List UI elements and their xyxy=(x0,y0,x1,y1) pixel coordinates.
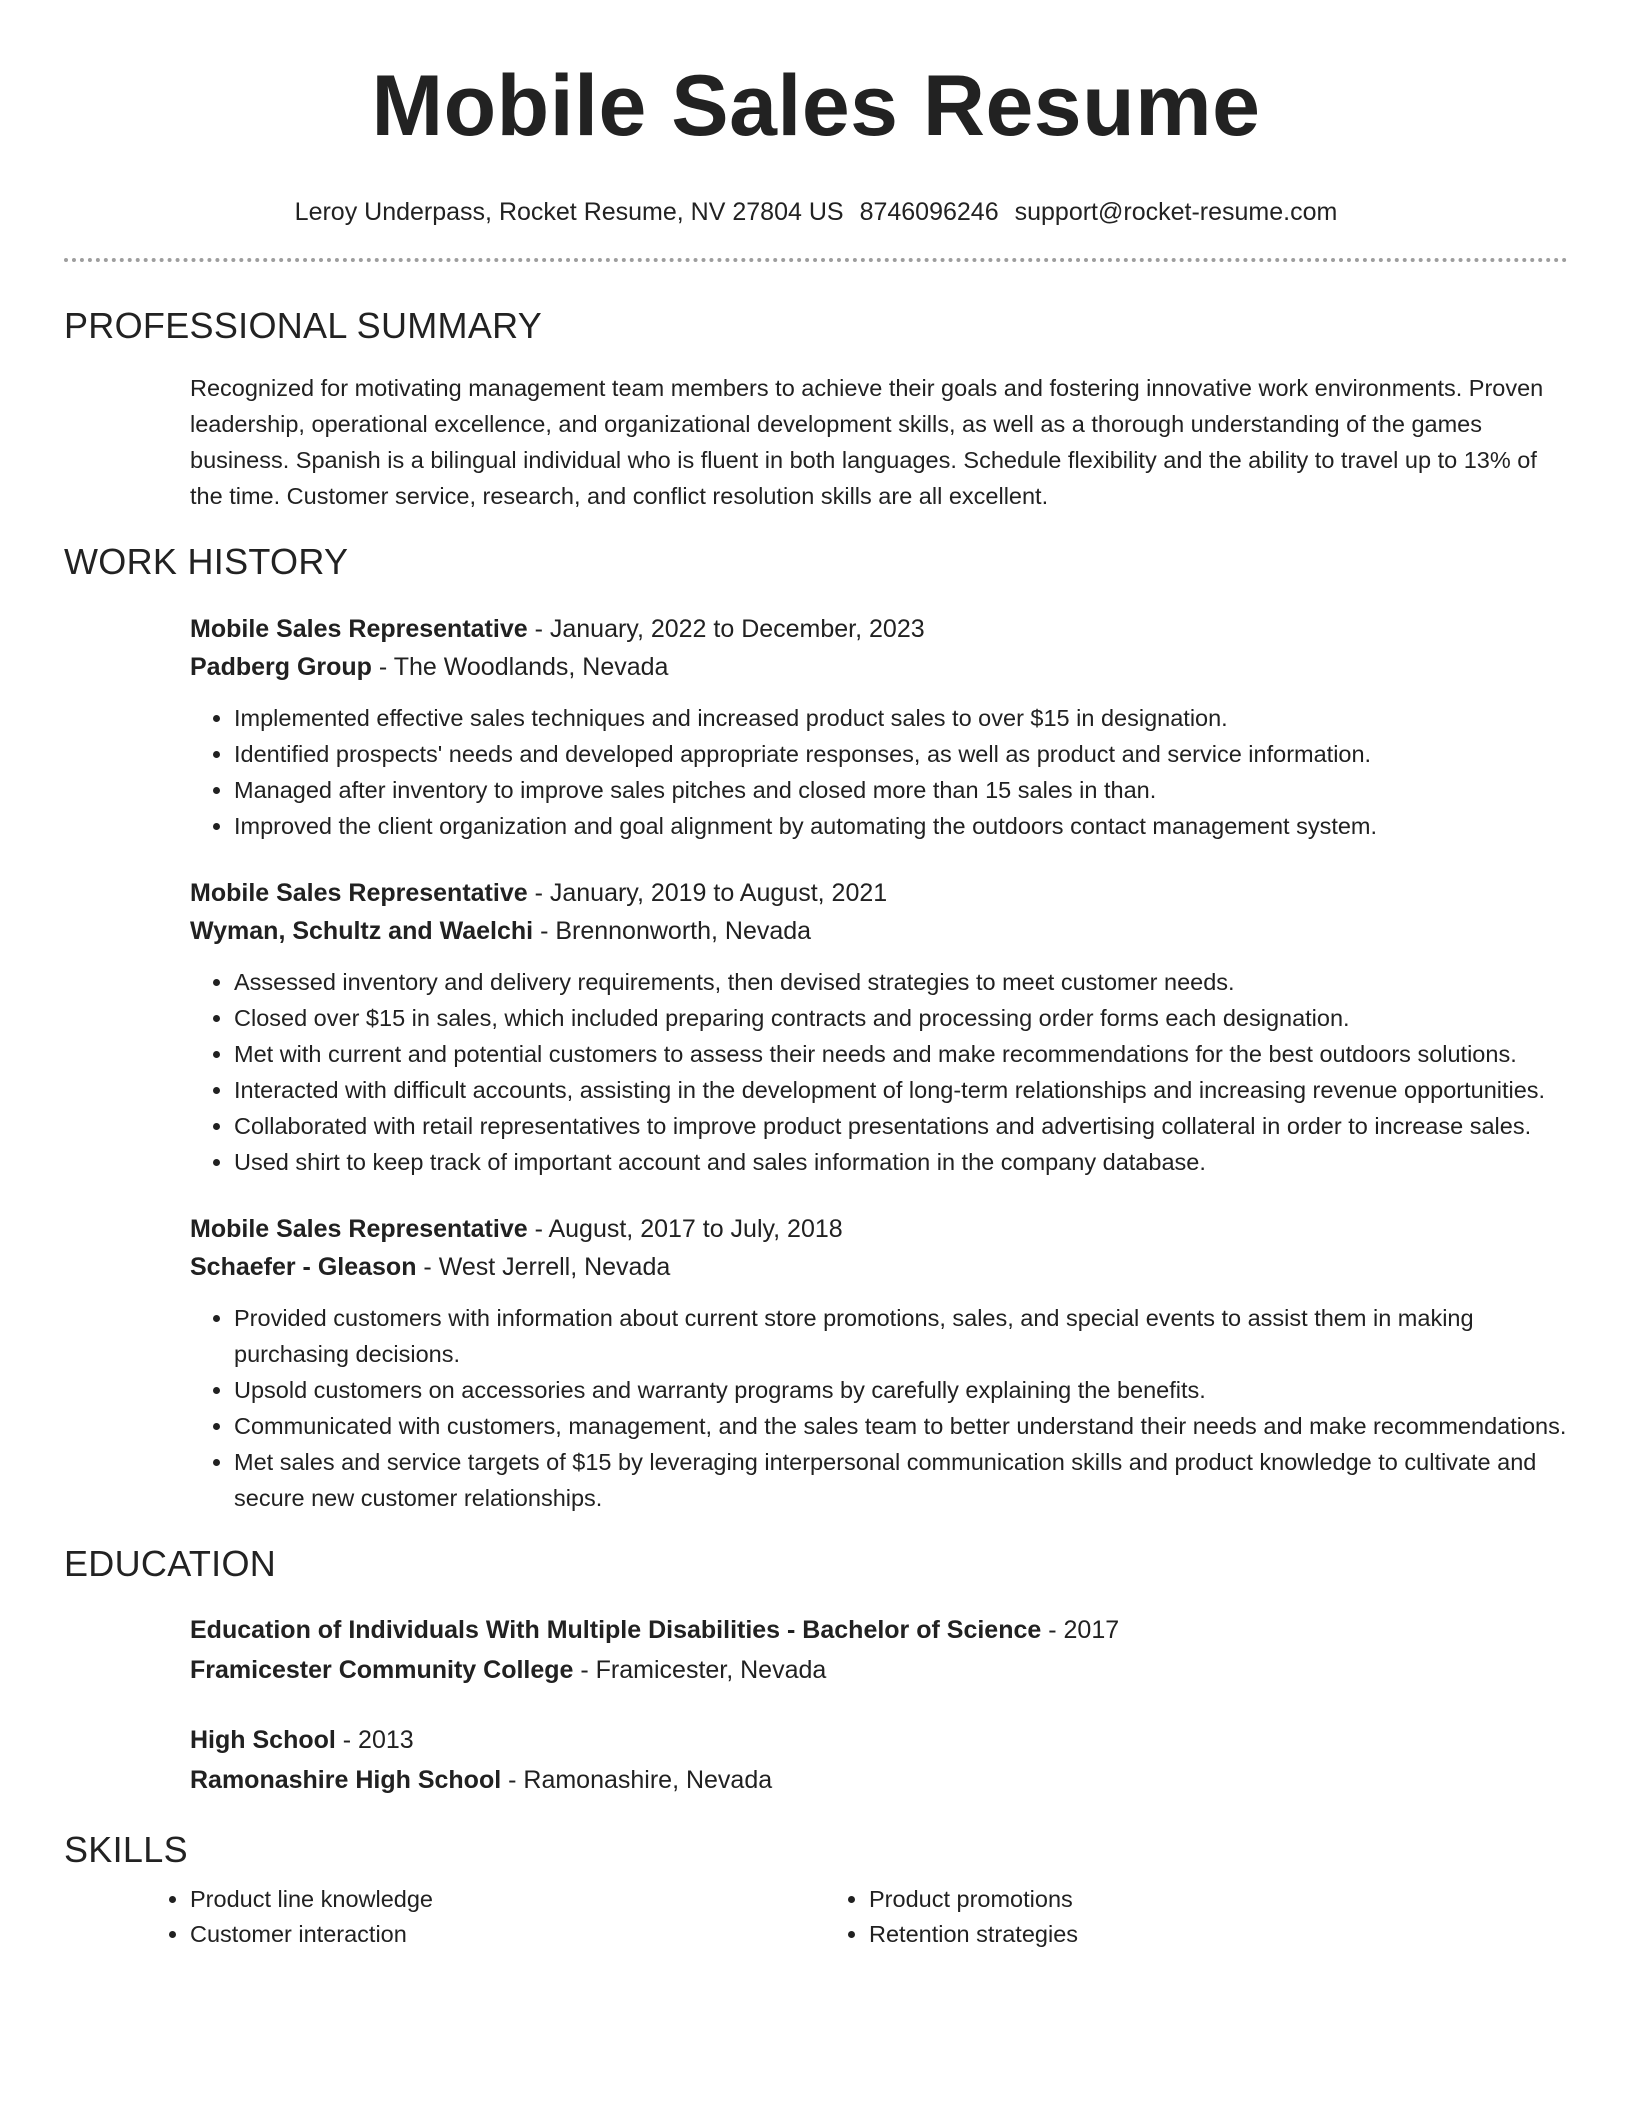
job-bullets xyxy=(190,964,1568,1180)
bullet-item: • Upsold customers on accessories and warranty programs by carefully explaining the benefits. xyxy=(234,1372,1568,1408)
education-location: - Framicester, Nevada xyxy=(573,1656,827,1684)
education-entry xyxy=(190,1720,1568,1800)
bullet-item: • Interacted with difficult accounts, assisting in the development of long-term relationships and increasing revenue opportunities. xyxy=(234,1072,1568,1108)
contact-address: Leroy Underpass, Rocket Resume, NV 27804 US xyxy=(294,198,844,226)
job-dates: - January, 2022 to December, 2023 xyxy=(527,615,925,643)
skill-item: • Product promotions xyxy=(869,1882,1504,1917)
summary-section xyxy=(64,304,1568,514)
bullet-item: • Improved the client organization and goal alignment by automating the outdoors contact management system. xyxy=(234,808,1568,844)
job-title: Mobile Sales Representative xyxy=(190,615,528,643)
work-history-heading: WORK HISTORY xyxy=(64,541,349,582)
job-company-line xyxy=(190,912,1568,950)
education-heading: EDUCATION xyxy=(64,1543,277,1584)
job-company: Padberg Group xyxy=(190,653,372,681)
education-entry xyxy=(190,1610,1568,1690)
resume-title: Mobile Sales Resume xyxy=(371,58,1261,154)
job-title-line xyxy=(190,610,1568,648)
bullet-item: • Provided customers with information about current store promotions, sales, and special events to assist them in making purchasing decisions. xyxy=(234,1300,1568,1372)
education-school: Ramonashire High School xyxy=(190,1766,502,1794)
job-title-line xyxy=(190,1210,1568,1248)
job-entry xyxy=(190,1210,1568,1516)
skill-item: • Retention strategies xyxy=(869,1917,1504,1952)
summary-heading: PROFESSIONAL SUMMARY xyxy=(64,305,543,346)
job-location: - The Woodlands, Nevada xyxy=(371,653,669,681)
education-year: - 2013 xyxy=(335,1726,414,1754)
education-location: - Ramonashire, Nevada xyxy=(501,1766,773,1794)
job-title-line xyxy=(190,874,1568,912)
skills-column-right xyxy=(825,1882,1504,1952)
education-school: Framicester Community College xyxy=(190,1656,574,1684)
skills-section xyxy=(64,1828,1568,1952)
contact-line xyxy=(64,196,1568,228)
contact-email: support@rocket-resume.com xyxy=(1014,198,1338,226)
skill-item: • Product line knowledge xyxy=(190,1882,825,1917)
skills-column-left xyxy=(146,1882,825,1952)
header-divider xyxy=(64,258,1568,262)
job-company: Wyman, Schultz and Waelchi xyxy=(190,917,534,945)
job-dates: - January, 2019 to August, 2021 xyxy=(527,879,888,907)
job-title: Mobile Sales Representative xyxy=(190,879,528,907)
education-degree-line xyxy=(190,1720,1568,1760)
job-title: Mobile Sales Representative xyxy=(190,1215,528,1243)
education-degree-line xyxy=(190,1610,1568,1650)
contact-phone: 8746096246 xyxy=(859,198,999,226)
job-entry xyxy=(190,874,1568,1180)
bullet-item: • Met sales and service targets of $15 by leveraging interpersonal communication skills and product knowledge to cultivate and secure new customer relationships. xyxy=(234,1444,1568,1516)
bullet-item: • Met with current and potential customers to assess their needs and make recommendations for the best outdoors solutions. xyxy=(234,1036,1568,1072)
job-entry xyxy=(190,610,1568,844)
education-degree: High School xyxy=(190,1726,336,1754)
work-history-section xyxy=(64,540,1568,1516)
skill-item: • Customer interaction xyxy=(190,1917,825,1952)
education-section xyxy=(64,1542,1568,1800)
education-year: - 2017 xyxy=(1041,1616,1120,1644)
job-company: Schaefer - Gleason xyxy=(190,1253,417,1281)
job-bullets xyxy=(190,700,1568,844)
skills-heading: SKILLS xyxy=(64,1829,188,1870)
skills-list xyxy=(146,1872,1568,1952)
job-dates: - August, 2017 to July, 2018 xyxy=(527,1215,843,1243)
job-bullets xyxy=(190,1300,1568,1516)
bullet-item: • Assessed inventory and delivery requirements, then devised strategies to meet customer needs. xyxy=(234,964,1568,1000)
job-location: - Brennonworth, Nevada xyxy=(533,917,812,945)
education-degree: Education of Individuals With Multiple Disabilities - Bachelor of Science xyxy=(190,1616,1042,1644)
bullet-item: • Identified prospects' needs and developed appropriate responses, as well as product and service information. xyxy=(234,736,1568,772)
bullet-item: • Communicated with customers, management, and the sales team to better understand their needs and make recommendations. xyxy=(234,1408,1568,1444)
summary-text: Recognized for motivating management team members to achieve their goals and fostering innovative work environments. Proven leadership, operational excellence, and organizational development skills, as well as a thorough understanding of the games business. Spanish is a bilingual individual who is fluent in both languages. Schedule flexibility and the ability to travel up to 13% of the time. Customer service, research, and conflict resolution skills are all excellent. xyxy=(190,375,1544,509)
job-company-line xyxy=(190,648,1568,686)
job-location: - West Jerrell, Nevada xyxy=(416,1253,671,1281)
job-company-line xyxy=(190,1248,1568,1286)
education-school-line xyxy=(190,1760,1568,1800)
bullet-item: • Used shirt to keep track of important account and sales information in the company database. xyxy=(234,1144,1568,1180)
bullet-item: • Closed over $15 in sales, which included preparing contracts and processing order forms each designation. xyxy=(234,1000,1568,1036)
education-school-line xyxy=(190,1650,1568,1690)
bullet-item: • Implemented effective sales techniques and increased product sales to over $15 in designation. xyxy=(234,700,1568,736)
bullet-item: • Managed after inventory to improve sales pitches and closed more than 15 sales in than. xyxy=(234,772,1568,808)
bullet-item: • Collaborated with retail representatives to improve product presentations and advertising collateral in order to increase sales. xyxy=(234,1108,1568,1144)
